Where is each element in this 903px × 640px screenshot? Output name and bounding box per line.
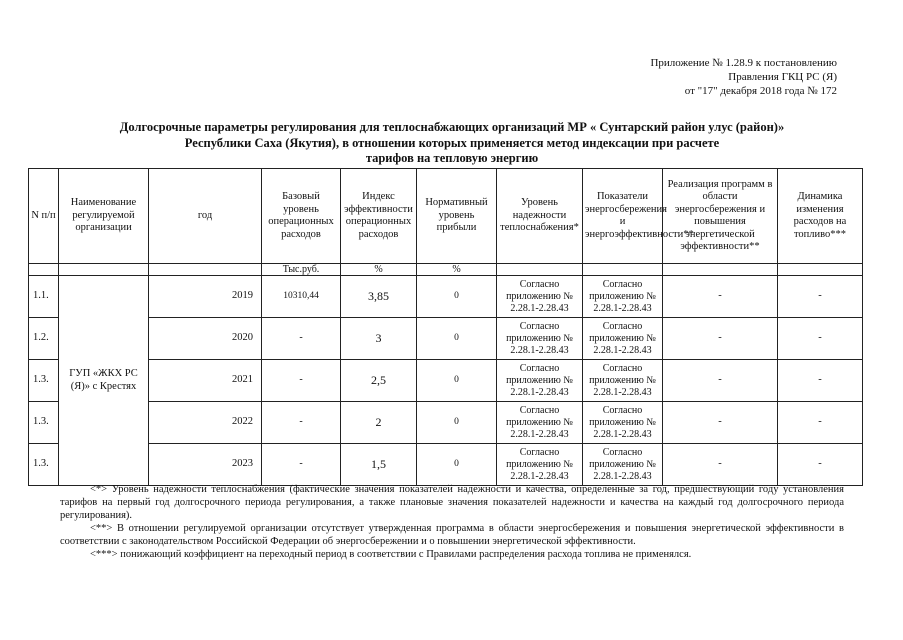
org-name: ГУП «ЖКХ РС (Я)» с Крестях xyxy=(59,276,149,486)
row-profit: 0 xyxy=(417,276,497,318)
row-reliability: Согласно приложению № 2.28.1-2.28.43 xyxy=(497,360,583,402)
footnote-3: <***> понижающий коэффициент на переходный период в соответствии с Правилами распределения расхода топлива не применялся. xyxy=(90,549,692,560)
row-number: 1.1. xyxy=(29,276,59,318)
header-org: Наименование регулируемой организации xyxy=(59,169,149,264)
row-fuel: - xyxy=(778,402,863,444)
row-index: 3,85 xyxy=(341,276,417,318)
row-programs: - xyxy=(663,276,778,318)
title-line-2: Республики Саха (Якутия), в отношении которых применяется метод индексации при расчете xyxy=(184,135,720,150)
units-row xyxy=(29,264,863,276)
row-index: 2 xyxy=(341,402,417,444)
row-fuel: - xyxy=(778,444,863,486)
header-programs: Реализация программ в области энергосбережения и повышения энергетической эффективности** xyxy=(663,169,778,264)
row-base: - xyxy=(262,402,341,444)
row-index: 2,5 xyxy=(341,360,417,402)
row-year: 2023 xyxy=(149,444,262,486)
row-programs: - xyxy=(663,402,778,444)
parameters-table xyxy=(28,168,863,486)
row-fuel: - xyxy=(778,318,863,360)
header-base: Базовый уровень операционных расходов xyxy=(262,169,341,264)
footnote-1: <*> Уровень надежности теплоснабжения (фактические значения показателей надежности и качества, определенные за год, предшествующий году установления тарифов на первый год долгосрочного периода регулирования, а также плановые значения показателей надежности и качества на каждый год долгосрочного периода регулирования). xyxy=(60,484,844,521)
authority-line: Правления ГКЦ РС (Я) xyxy=(728,71,837,83)
row-energy: Согласно приложению № 2.28.1-2.28.43 xyxy=(583,276,663,318)
table-header-row xyxy=(29,169,863,264)
row-profit: 0 xyxy=(417,318,497,360)
resolution-date-line: от "17" декабря 2018 года № 172 xyxy=(684,85,837,97)
unit-profit: % xyxy=(417,264,497,276)
row-number: 1.3. xyxy=(29,444,59,486)
document-title xyxy=(60,120,844,167)
footnote-2: <**> В отношении регулируемой организации отсутствует утвержденная программа в области энергосбережения и повышения энергетической эффективности в соответствии с законодательством Российской Федерации об энергосбережении и о повышении энергетической эффективности. xyxy=(60,523,844,547)
row-fuel: - xyxy=(778,276,863,318)
document-header xyxy=(650,56,837,98)
row-number: 1.3. xyxy=(29,402,59,444)
header-profit: Нормативный уровень прибыли xyxy=(417,169,497,264)
header-index: Индекс эффективности операционных расходов xyxy=(341,169,417,264)
header-energy: Показатели энергосбережения и энергоэффективности** xyxy=(583,169,663,264)
table-row xyxy=(29,360,863,402)
table-row xyxy=(29,276,863,318)
row-year: 2021 xyxy=(149,360,262,402)
table-row xyxy=(29,402,863,444)
row-energy: Согласно приложению № 2.28.1-2.28.43 xyxy=(583,444,663,486)
header-fuel: Динамика изменения расходов на топливо*** xyxy=(778,169,863,264)
header-year: год xyxy=(149,169,262,264)
row-energy: Согласно приложению № 2.28.1-2.28.43 xyxy=(583,360,663,402)
header-num: N п/п xyxy=(29,169,59,264)
row-year: 2020 xyxy=(149,318,262,360)
title-line-1: Долгосрочные параметры регулирования для теплоснабжающих организаций МР « Сунтарский район улус (район)» xyxy=(119,120,785,134)
row-reliability: Согласно приложению № 2.28.1-2.28.43 xyxy=(497,318,583,360)
row-profit: 0 xyxy=(417,444,497,486)
row-energy: Согласно приложению № 2.28.1-2.28.43 xyxy=(583,318,663,360)
row-base: 10310,44 xyxy=(262,276,341,318)
row-year: 2019 xyxy=(149,276,262,318)
appendix-line: Приложение № 1.28.9 к постановлению xyxy=(650,57,837,69)
row-index: 3 xyxy=(341,318,417,360)
row-index: 1,5 xyxy=(341,444,417,486)
row-reliability: Согласно приложению № 2.28.1-2.28.43 xyxy=(497,402,583,444)
row-programs: - xyxy=(663,360,778,402)
table-row xyxy=(29,444,863,486)
row-profit: 0 xyxy=(417,402,497,444)
row-base: - xyxy=(262,318,341,360)
row-energy: Согласно приложению № 2.28.1-2.28.43 xyxy=(583,402,663,444)
row-reliability: Согласно приложению № 2.28.1-2.28.43 xyxy=(497,444,583,486)
row-programs: - xyxy=(663,318,778,360)
row-base: - xyxy=(262,360,341,402)
row-profit: 0 xyxy=(417,360,497,402)
unit-base: Тыс.руб. xyxy=(262,264,341,276)
header-reliability: Уровень надежности теплоснабжения* xyxy=(497,169,583,264)
table-row xyxy=(29,318,863,360)
row-year: 2022 xyxy=(149,402,262,444)
row-number: 1.3. xyxy=(29,360,59,402)
row-reliability: Согласно приложению № 2.28.1-2.28.43 xyxy=(497,276,583,318)
row-programs: - xyxy=(663,444,778,486)
row-number: 1.2. xyxy=(29,318,59,360)
title-line-3: тарифов на тепловую энергию xyxy=(365,151,539,165)
row-base: - xyxy=(262,444,341,486)
unit-index: % xyxy=(341,264,417,276)
footnotes xyxy=(60,483,844,561)
row-fuel: - xyxy=(778,360,863,402)
